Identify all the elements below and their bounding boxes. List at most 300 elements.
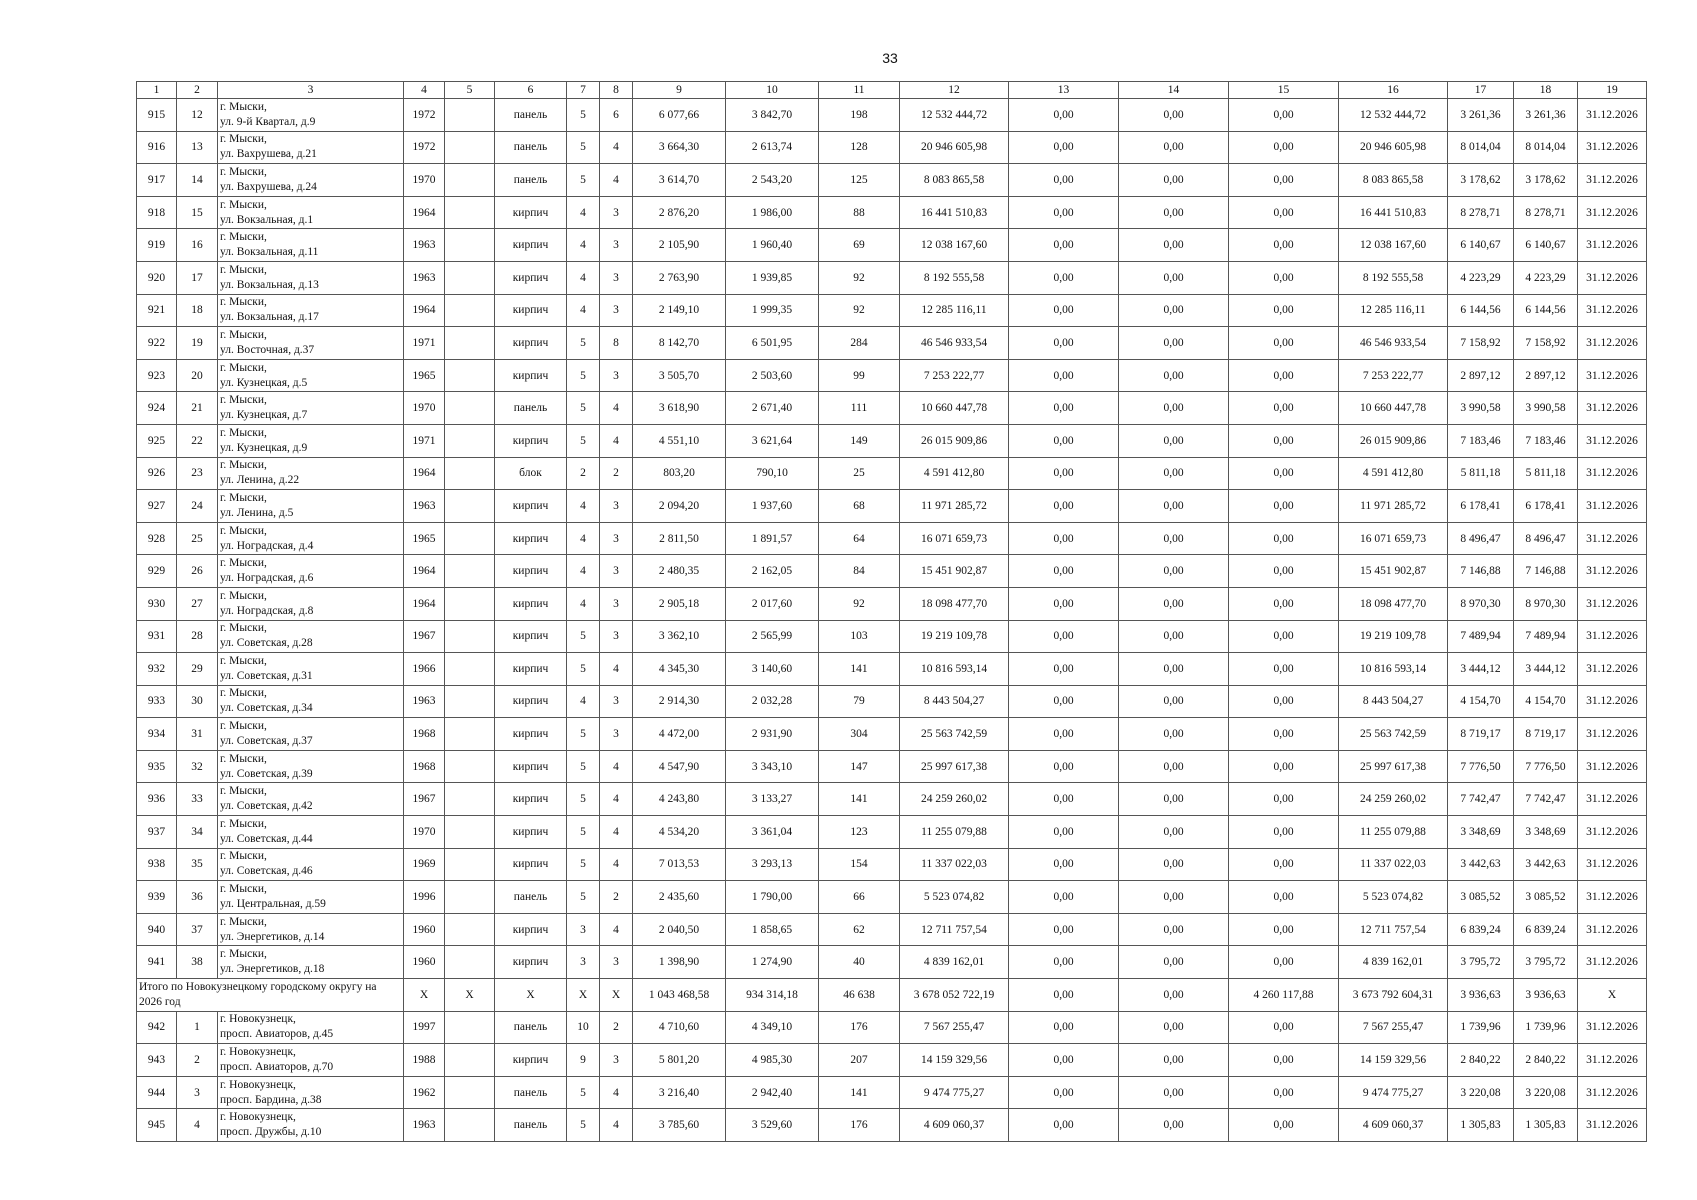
address-city: г. Мыски, <box>220 165 267 178</box>
total-cost: 3 678 052 722,19 <box>900 979 1009 1012</box>
cell-c17: 8 970,30 <box>1448 587 1514 620</box>
page-number: 33 <box>882 50 898 66</box>
cell-c18: 6 140,67 <box>1514 229 1578 262</box>
cell-c15: 0,00 <box>1229 718 1339 751</box>
cell-cost: 9 474 775,27 <box>900 1076 1009 1109</box>
cell-fl: 4 <box>567 261 600 294</box>
table-row <box>137 1011 1647 1044</box>
cell-c15: 0,00 <box>1229 946 1339 979</box>
cell-year: 1960 <box>404 913 445 946</box>
cell-c5 <box>445 196 495 229</box>
cell-cost: 20 946 605,98 <box>900 131 1009 164</box>
cell-c18: 8 970,30 <box>1514 587 1578 620</box>
cell-mat: панель <box>495 1109 567 1142</box>
cell-c17: 6 144,56 <box>1448 294 1514 327</box>
cell-c13: 0,00 <box>1009 1109 1119 1142</box>
cell-en: 4 <box>600 653 633 686</box>
cell-n: 943 <box>137 1044 177 1077</box>
cell-area: 2 763,90 <box>633 261 726 294</box>
cell-en: 4 <box>600 424 633 457</box>
table-row <box>137 848 1647 881</box>
cell-res: 62 <box>819 913 900 946</box>
cell-n: 929 <box>137 555 177 588</box>
cell-mat: кирпич <box>495 848 567 881</box>
cell-en: 4 <box>600 816 633 849</box>
cell-n: 921 <box>137 294 177 327</box>
cell-area: 4 547,90 <box>633 750 726 783</box>
total-c17: 3 936,63 <box>1448 979 1514 1012</box>
cell-c13: 0,00 <box>1009 457 1119 490</box>
cell-area: 1 398,90 <box>633 946 726 979</box>
cell-k: 23 <box>177 457 218 490</box>
address-street: ул. Советская, д.28 <box>220 637 313 650</box>
cell-date: 31.12.2026 <box>1578 164 1647 197</box>
cell-mat: кирпич <box>495 946 567 979</box>
cell-area: 4 345,30 <box>633 653 726 686</box>
cell-liv: 3 293,13 <box>726 848 819 881</box>
address-cell <box>218 718 404 751</box>
cell-en: 3 <box>600 294 633 327</box>
cell-c13: 0,00 <box>1009 1076 1119 1109</box>
cell-c17: 2 897,12 <box>1448 359 1514 392</box>
cell-c15: 0,00 <box>1229 457 1339 490</box>
cell-c5 <box>445 522 495 555</box>
table-row <box>137 685 1647 718</box>
address-street: просп. Бардина, д.38 <box>220 1093 322 1106</box>
address-city: г. Мыски, <box>220 915 267 928</box>
column-header-8: 8 <box>600 82 633 99</box>
total-label: Итого по Новокузнецкому городскому округу на 2026 год <box>137 979 404 1012</box>
cell-year: 1996 <box>404 881 445 914</box>
cell-k: 28 <box>177 620 218 653</box>
cell-res: 147 <box>819 750 900 783</box>
cell-year: 1969 <box>404 848 445 881</box>
cell-mat: панель <box>495 1076 567 1109</box>
cell-c16: 11 971 285,72 <box>1339 490 1448 523</box>
cell-c15: 0,00 <box>1229 131 1339 164</box>
cell-area: 7 013,53 <box>633 848 726 881</box>
cell-c14: 0,00 <box>1119 1044 1229 1077</box>
cell-c18: 7 489,94 <box>1514 620 1578 653</box>
cell-area: 2 876,20 <box>633 196 726 229</box>
cell-c13: 0,00 <box>1009 653 1119 686</box>
cell-k: 16 <box>177 229 218 262</box>
cell-year: 1966 <box>404 653 445 686</box>
cell-mat: кирпич <box>495 555 567 588</box>
cell-c18: 2 897,12 <box>1514 359 1578 392</box>
cell-fl: 5 <box>567 848 600 881</box>
cell-year: 1965 <box>404 522 445 555</box>
address-street: ул. Вокзальная, д.17 <box>220 311 319 324</box>
cell-c16: 16 441 510,83 <box>1339 196 1448 229</box>
column-header-11: 11 <box>819 82 900 99</box>
cell-c14: 0,00 <box>1119 164 1229 197</box>
cell-c17: 6 178,41 <box>1448 490 1514 523</box>
cell-k: 20 <box>177 359 218 392</box>
address-cell <box>218 1076 404 1109</box>
cell-date: 31.12.2026 <box>1578 946 1647 979</box>
address-cell <box>218 881 404 914</box>
cell-res: 284 <box>819 327 900 360</box>
cell-c18: 8 278,71 <box>1514 196 1578 229</box>
cell-fl: 10 <box>567 1011 600 1044</box>
cell-c16: 16 071 659,73 <box>1339 522 1448 555</box>
cell-c14: 0,00 <box>1119 99 1229 132</box>
address-city: г. Новокузнецк, <box>220 1013 296 1026</box>
table-row <box>137 750 1647 783</box>
cell-c14: 0,00 <box>1119 457 1229 490</box>
cell-c13: 0,00 <box>1009 946 1119 979</box>
address-cell <box>218 1109 404 1142</box>
cell-en: 4 <box>600 164 633 197</box>
cell-c18: 8 719,17 <box>1514 718 1578 751</box>
address-cell <box>218 294 404 327</box>
cell-c13: 0,00 <box>1009 196 1119 229</box>
cell-mat: панель <box>495 131 567 164</box>
address-city: г. Мыски, <box>220 100 267 113</box>
cell-c16: 18 098 477,70 <box>1339 587 1448 620</box>
table-row <box>137 718 1647 751</box>
cell-area: 3 785,60 <box>633 1109 726 1142</box>
cell-year: 1962 <box>404 1076 445 1109</box>
column-header-9: 9 <box>633 82 726 99</box>
table-row <box>137 783 1647 816</box>
cell-c17: 7 158,92 <box>1448 327 1514 360</box>
cell-cost: 11 971 285,72 <box>900 490 1009 523</box>
cell-area: 2 040,50 <box>633 913 726 946</box>
column-header-19: 19 <box>1578 82 1647 99</box>
cell-c14: 0,00 <box>1119 522 1229 555</box>
cell-en: 3 <box>600 555 633 588</box>
cell-res: 66 <box>819 881 900 914</box>
cell-liv: 1 986,00 <box>726 196 819 229</box>
cell-n: 938 <box>137 848 177 881</box>
cell-c18: 6 144,56 <box>1514 294 1578 327</box>
address-street: просп. Дружбы, д.10 <box>220 1126 322 1139</box>
cell-c13: 0,00 <box>1009 881 1119 914</box>
address-street: ул. Энергетиков, д.14 <box>220 930 325 943</box>
cell-k: 27 <box>177 587 218 620</box>
cell-mat: кирпич <box>495 490 567 523</box>
cell-c18: 1 739,96 <box>1514 1011 1578 1044</box>
cell-c5 <box>445 1109 495 1142</box>
cell-area: 3 618,90 <box>633 392 726 425</box>
address-street: ул. Кузнецкая, д.7 <box>220 409 308 422</box>
address-cell <box>218 1011 404 1044</box>
cell-mat: кирпич <box>495 783 567 816</box>
cell-res: 141 <box>819 1076 900 1109</box>
cell-c18: 3 795,72 <box>1514 946 1578 979</box>
cell-c17: 3 444,12 <box>1448 653 1514 686</box>
address-cell <box>218 1044 404 1077</box>
cell-en: 4 <box>600 131 633 164</box>
cell-date: 31.12.2026 <box>1578 99 1647 132</box>
cell-c14: 0,00 <box>1119 490 1229 523</box>
cell-c5 <box>445 261 495 294</box>
cell-fl: 4 <box>567 685 600 718</box>
cell-cost: 15 451 902,87 <box>900 555 1009 588</box>
cell-liv: 2 942,40 <box>726 1076 819 1109</box>
cell-c18: 2 840,22 <box>1514 1044 1578 1077</box>
address-cell <box>218 620 404 653</box>
cell-cost: 14 159 329,56 <box>900 1044 1009 1077</box>
table-row <box>137 1076 1647 1109</box>
column-header-10: 10 <box>726 82 819 99</box>
cell-area: 2 914,30 <box>633 685 726 718</box>
cell-c13: 0,00 <box>1009 294 1119 327</box>
address-street: ул. Советская, д.44 <box>220 832 313 845</box>
cell-date: 31.12.2026 <box>1578 327 1647 360</box>
table-row <box>137 131 1647 164</box>
cell-cost: 8 192 555,58 <box>900 261 1009 294</box>
address-street: ул. Вокзальная, д.1 <box>220 213 314 226</box>
cell-c13: 0,00 <box>1009 392 1119 425</box>
cell-res: 123 <box>819 816 900 849</box>
cell-c18: 5 811,18 <box>1514 457 1578 490</box>
cell-c16: 11 255 079,88 <box>1339 816 1448 849</box>
address-street: ул. Вахрушева, д.21 <box>220 148 317 161</box>
address-street: просп. Авиаторов, д.45 <box>220 1028 334 1041</box>
cell-en: 3 <box>600 261 633 294</box>
cell-c18: 6 178,41 <box>1514 490 1578 523</box>
cell-date: 31.12.2026 <box>1578 261 1647 294</box>
cell-liv: 3 133,27 <box>726 783 819 816</box>
cell-cost: 11 337 022,03 <box>900 848 1009 881</box>
cell-c5 <box>445 131 495 164</box>
address-street: ул. Кузнецкая, д.9 <box>220 441 308 454</box>
cell-c18: 3 348,69 <box>1514 816 1578 849</box>
cell-n: 922 <box>137 327 177 360</box>
cell-date: 31.12.2026 <box>1578 229 1647 262</box>
cell-date: 31.12.2026 <box>1578 685 1647 718</box>
cell-year: 1967 <box>404 620 445 653</box>
cell-c5 <box>445 327 495 360</box>
cell-c13: 0,00 <box>1009 1011 1119 1044</box>
cell-year: 1997 <box>404 1011 445 1044</box>
cell-c5 <box>445 424 495 457</box>
cell-c18: 3 085,52 <box>1514 881 1578 914</box>
cell-c17: 7 146,88 <box>1448 555 1514 588</box>
cell-cost: 12 532 444,72 <box>900 99 1009 132</box>
cell-c16: 26 015 909,86 <box>1339 424 1448 457</box>
total-x6: X <box>495 979 567 1012</box>
cell-date: 31.12.2026 <box>1578 783 1647 816</box>
cell-c16: 10 660 447,78 <box>1339 392 1448 425</box>
total-c14: 0,00 <box>1119 979 1229 1012</box>
cell-en: 3 <box>600 946 633 979</box>
cell-c5 <box>445 718 495 751</box>
cell-k: 36 <box>177 881 218 914</box>
cell-c18: 4 223,29 <box>1514 261 1578 294</box>
address-city: г. Мыски, <box>220 687 267 700</box>
cell-liv: 2 543,20 <box>726 164 819 197</box>
cell-cost: 5 523 074,82 <box>900 881 1009 914</box>
table-row <box>137 913 1647 946</box>
total-x7: X <box>567 979 600 1012</box>
cell-c14: 0,00 <box>1119 783 1229 816</box>
cell-c14: 0,00 <box>1119 816 1229 849</box>
cell-res: 25 <box>819 457 900 490</box>
cell-k: 17 <box>177 261 218 294</box>
address-city: г. Мыски, <box>220 589 267 602</box>
cell-fl: 4 <box>567 587 600 620</box>
cell-area: 4 710,60 <box>633 1011 726 1044</box>
cell-n: 944 <box>137 1076 177 1109</box>
cell-c13: 0,00 <box>1009 424 1119 457</box>
address-street: ул. Центральная, д.59 <box>220 898 326 911</box>
cell-c16: 14 159 329,56 <box>1339 1044 1448 1077</box>
cell-c14: 0,00 <box>1119 1011 1229 1044</box>
address-street: ул. Советская, д.37 <box>220 735 313 748</box>
cell-c17: 1 739,96 <box>1448 1011 1514 1044</box>
cell-en: 4 <box>600 783 633 816</box>
cell-c13: 0,00 <box>1009 913 1119 946</box>
cell-cost: 18 098 477,70 <box>900 587 1009 620</box>
address-street: ул. Ленина, д.5 <box>220 506 294 519</box>
address-street: ул. 9-й Квартал, д.9 <box>220 115 316 128</box>
cell-c17: 3 085,52 <box>1448 881 1514 914</box>
cell-mat: кирпич <box>495 229 567 262</box>
cell-c18: 4 154,70 <box>1514 685 1578 718</box>
address-street: ул. Советская, д.31 <box>220 669 313 682</box>
cell-year: 1971 <box>404 327 445 360</box>
table-row <box>137 229 1647 262</box>
cell-liv: 1 999,35 <box>726 294 819 327</box>
cell-year: 1963 <box>404 685 445 718</box>
cell-year: 1971 <box>404 424 445 457</box>
cell-n: 939 <box>137 881 177 914</box>
address-cell <box>218 750 404 783</box>
address-cell <box>218 587 404 620</box>
cell-fl: 3 <box>567 913 600 946</box>
cell-c13: 0,00 <box>1009 718 1119 751</box>
cell-liv: 2 671,40 <box>726 392 819 425</box>
cell-res: 111 <box>819 392 900 425</box>
cell-c5 <box>445 685 495 718</box>
cell-cost: 12 285 116,11 <box>900 294 1009 327</box>
cell-c18: 3 442,63 <box>1514 848 1578 881</box>
cell-en: 4 <box>600 750 633 783</box>
cell-area: 2 480,35 <box>633 555 726 588</box>
cell-c15: 0,00 <box>1229 99 1339 132</box>
cell-c16: 19 219 109,78 <box>1339 620 1448 653</box>
address-city: г. Мыски, <box>220 817 267 830</box>
cell-c13: 0,00 <box>1009 359 1119 392</box>
cell-c14: 0,00 <box>1119 392 1229 425</box>
cell-c17: 6 140,67 <box>1448 229 1514 262</box>
cell-fl: 4 <box>567 555 600 588</box>
cell-liv: 790,10 <box>726 457 819 490</box>
total-row <box>137 979 1647 1012</box>
cell-c5 <box>445 783 495 816</box>
cell-fl: 5 <box>567 1109 600 1142</box>
address-city: г. Мыски, <box>220 720 267 733</box>
cell-c5 <box>445 457 495 490</box>
cell-fl: 5 <box>567 653 600 686</box>
cell-res: 68 <box>819 490 900 523</box>
cell-area: 2 149,10 <box>633 294 726 327</box>
cell-liv: 3 529,60 <box>726 1109 819 1142</box>
cell-area: 4 243,80 <box>633 783 726 816</box>
cell-c17: 8 278,71 <box>1448 196 1514 229</box>
cell-n: 920 <box>137 261 177 294</box>
cell-year: 1972 <box>404 99 445 132</box>
cell-c14: 0,00 <box>1119 913 1229 946</box>
cell-cost: 10 816 593,14 <box>900 653 1009 686</box>
table-row <box>137 620 1647 653</box>
address-street: ул. Советская, д.42 <box>220 800 313 813</box>
cell-mat: кирпич <box>495 718 567 751</box>
column-header-3: 3 <box>218 82 404 99</box>
cell-year: 1968 <box>404 750 445 783</box>
address-cell <box>218 946 404 979</box>
cell-cost: 46 546 933,54 <box>900 327 1009 360</box>
cell-date: 31.12.2026 <box>1578 1011 1647 1044</box>
housing-register-table <box>136 81 1647 1142</box>
cell-c13: 0,00 <box>1009 816 1119 849</box>
cell-c17: 7 776,50 <box>1448 750 1514 783</box>
cell-mat: кирпич <box>495 913 567 946</box>
cell-year: 1968 <box>404 718 445 751</box>
table-row <box>137 522 1647 555</box>
table-row <box>137 1044 1647 1077</box>
cell-liv: 2 032,28 <box>726 685 819 718</box>
cell-fl: 5 <box>567 392 600 425</box>
cell-res: 79 <box>819 685 900 718</box>
address-cell <box>218 522 404 555</box>
address-cell <box>218 99 404 132</box>
cell-c18: 8 496,47 <box>1514 522 1578 555</box>
cell-c17: 3 348,69 <box>1448 816 1514 849</box>
cell-c15: 0,00 <box>1229 620 1339 653</box>
cell-date: 31.12.2026 <box>1578 816 1647 849</box>
cell-date: 31.12.2026 <box>1578 1044 1647 1077</box>
cell-en: 8 <box>600 327 633 360</box>
cell-en: 3 <box>600 718 633 751</box>
cell-en: 3 <box>600 685 633 718</box>
cell-n: 936 <box>137 783 177 816</box>
cell-liv: 2 931,90 <box>726 718 819 751</box>
table-row <box>137 359 1647 392</box>
cell-area: 2 435,60 <box>633 881 726 914</box>
address-cell <box>218 913 404 946</box>
address-street: ул. Ленина, д.22 <box>220 474 300 487</box>
cell-c15: 0,00 <box>1229 750 1339 783</box>
table-row <box>137 99 1647 132</box>
cell-liv: 1 937,60 <box>726 490 819 523</box>
cell-k: 15 <box>177 196 218 229</box>
cell-area: 3 216,40 <box>633 1076 726 1109</box>
cell-c13: 0,00 <box>1009 783 1119 816</box>
cell-area: 2 094,20 <box>633 490 726 523</box>
cell-c18: 7 158,92 <box>1514 327 1578 360</box>
cell-res: 92 <box>819 587 900 620</box>
cell-fl: 4 <box>567 196 600 229</box>
cell-c16: 25 563 742,59 <box>1339 718 1448 751</box>
table-row <box>137 816 1647 849</box>
cell-k: 34 <box>177 816 218 849</box>
address-city: г. Новокузнецк, <box>220 1078 296 1091</box>
cell-en: 4 <box>600 848 633 881</box>
address-cell <box>218 327 404 360</box>
cell-n: 915 <box>137 99 177 132</box>
cell-n: 919 <box>137 229 177 262</box>
cell-c17: 3 990,58 <box>1448 392 1514 425</box>
cell-c14: 0,00 <box>1119 424 1229 457</box>
address-street: ул. Энергетиков, д.18 <box>220 963 325 976</box>
cell-liv: 2 017,60 <box>726 587 819 620</box>
cell-c15: 0,00 <box>1229 587 1339 620</box>
